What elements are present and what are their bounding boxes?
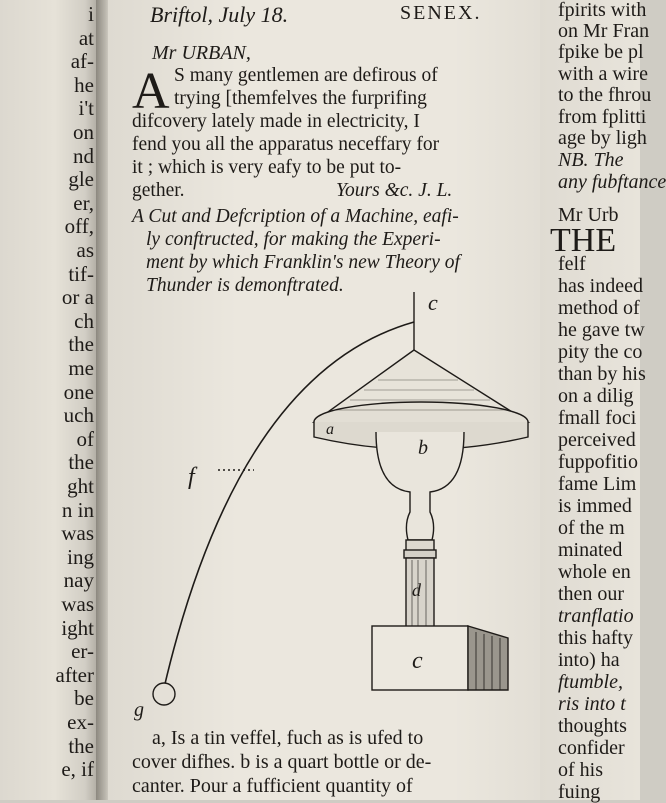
label-a: a xyxy=(326,421,334,438)
right-fragment-line: whole en xyxy=(558,561,631,583)
left-fragment-line: on xyxy=(73,120,94,144)
letter-line: fend you all the apparatus neceffary for xyxy=(132,134,440,155)
right-fragment-line: than by his xyxy=(558,363,646,385)
left-fragment-line: the xyxy=(68,450,94,475)
right-fragment-line: with a wire xyxy=(558,63,648,85)
figure-title-line: ment by which Franklin's new Theory of xyxy=(146,252,460,273)
figure-title-line: A Cut and Defcription of a Machine, eafi- xyxy=(132,206,459,227)
right-fragment-line: ris into t xyxy=(558,693,626,715)
right-fragment-line: to the fhrou xyxy=(558,84,652,106)
drop-cap: A xyxy=(132,63,170,120)
salutation: Mr URBAN, xyxy=(152,42,251,64)
left-fragment-line: er, xyxy=(73,190,94,215)
right-fragment-line: fame Lim xyxy=(558,473,637,495)
right-fragment-line: is immed xyxy=(558,495,632,517)
label-c-top: c xyxy=(428,290,438,315)
left-fragment-line: nay xyxy=(63,568,94,593)
letter-line: trying [themfelves the furprifing xyxy=(174,88,427,109)
right-fragment-line: fpike be pl xyxy=(558,41,644,63)
left-fragment-line: e, if xyxy=(61,757,94,782)
left-fragment-line: at xyxy=(78,25,94,50)
left-fragment-line: as xyxy=(76,238,94,262)
right-fragment-line: perceived xyxy=(558,429,636,451)
right-fragment-line: method of xyxy=(558,297,640,319)
left-fragment-line: ex- xyxy=(67,710,94,734)
left-page-fragment xyxy=(0,0,100,800)
left-fragment-line: i't xyxy=(78,96,94,121)
label-f: f xyxy=(188,464,195,490)
right-fragment-line: any fubftance xyxy=(558,171,666,193)
right-fragment-line: THE xyxy=(550,222,617,259)
right-fragment-line: thoughts xyxy=(558,715,627,737)
left-fragment-line: be xyxy=(74,686,94,711)
left-fragment-line: er- xyxy=(71,639,94,664)
left-fragment-line: one xyxy=(63,379,94,404)
letter-line: difcovery lately made in electricity, I xyxy=(132,111,420,132)
figure-title-line: ly conftructed, for making the Experi- xyxy=(146,229,441,250)
right-fragment-line: of his xyxy=(558,759,603,781)
caption-line: a, Is a tin veffel, fuch as is ufed to xyxy=(152,727,424,749)
franklin-machine-engraving xyxy=(128,292,538,732)
left-fragment-line: af- xyxy=(70,49,94,74)
letter-line: gether. xyxy=(132,180,185,201)
label-d: d xyxy=(412,580,421,600)
label-c-box: c xyxy=(412,648,423,674)
left-fragment-line: uch xyxy=(63,403,94,428)
right-fragment-line: fuppofitio xyxy=(558,451,638,473)
label-g: g xyxy=(134,699,144,721)
right-fragment-line: fuing xyxy=(558,781,601,803)
left-fragment-line: after xyxy=(55,662,94,687)
left-fragment-line: was xyxy=(61,592,94,616)
right-page-fragment xyxy=(540,0,666,803)
left-fragment-line: ch xyxy=(74,308,94,333)
right-fragment-line: from fplitti xyxy=(558,106,647,128)
left-fragment-line: ght xyxy=(67,474,94,498)
right-fragment-line: fpirits with xyxy=(558,0,647,21)
left-fragment-line: the xyxy=(68,332,94,357)
left-fragment-line: ing xyxy=(67,544,94,569)
left-fragment-line: n in xyxy=(61,497,94,522)
right-fragment-line: has indeed xyxy=(558,275,643,297)
caption-line: cover difhes. b is a quart bottle or de- xyxy=(132,751,432,773)
left-fragment-line: the xyxy=(68,733,94,758)
right-fragment-line: Mr Urb xyxy=(558,204,619,226)
right-fragment-line: confider xyxy=(558,737,625,759)
signature: Yours &c. J. L. xyxy=(336,180,453,201)
right-fragment-line: age by ligh xyxy=(558,127,647,149)
right-fragment-line: NB. The xyxy=(558,149,624,171)
right-fragment-line: minated xyxy=(558,539,623,561)
right-fragment-line: this hafty xyxy=(558,627,633,649)
left-fragment-line: i xyxy=(88,2,94,26)
right-fragment-line: felf xyxy=(558,253,586,275)
right-fragment-line: pity the co xyxy=(558,341,643,363)
right-fragment-line: ftumble, xyxy=(558,671,623,693)
right-fragment-line: into) ha xyxy=(558,649,620,671)
letter-line: S many gentlemen are defirous of xyxy=(174,65,438,86)
right-fragment-line: he gave tw xyxy=(558,319,645,341)
right-fragment-line: of the m xyxy=(558,517,625,539)
label-b: b xyxy=(418,437,428,459)
figure-title-line: Thunder is demonftrated. xyxy=(146,275,344,296)
right-fragment-line: then our xyxy=(558,583,625,605)
left-fragment-line: nd xyxy=(73,143,94,168)
left-fragment-line: of xyxy=(76,426,94,451)
author-signature-header: SENEX. xyxy=(400,2,482,24)
right-fragment-line: fmall foci xyxy=(558,407,637,429)
caption-line: canter. Pour a fufficient quantity of xyxy=(132,775,413,797)
left-fragment-line: me xyxy=(68,356,94,380)
left-fragment-line: was xyxy=(61,521,94,546)
right-fragment-line: tranflatio xyxy=(558,605,634,627)
left-fragment-line: off, xyxy=(64,214,94,239)
left-fragment-line: or a xyxy=(61,285,94,310)
right-fragment-line: on a dilig xyxy=(558,385,634,407)
left-fragment-line: ight xyxy=(61,615,94,640)
left-fragment-line: tif- xyxy=(68,261,94,286)
right-fragment-line: on Mr Fran xyxy=(558,20,650,42)
left-fragment-line: he xyxy=(74,72,94,97)
left-fragment-line: gle xyxy=(68,167,94,192)
dateline: Briftol, July 18. xyxy=(150,2,289,27)
letter-line: it ; which is very eafy to be put to- xyxy=(132,157,402,178)
